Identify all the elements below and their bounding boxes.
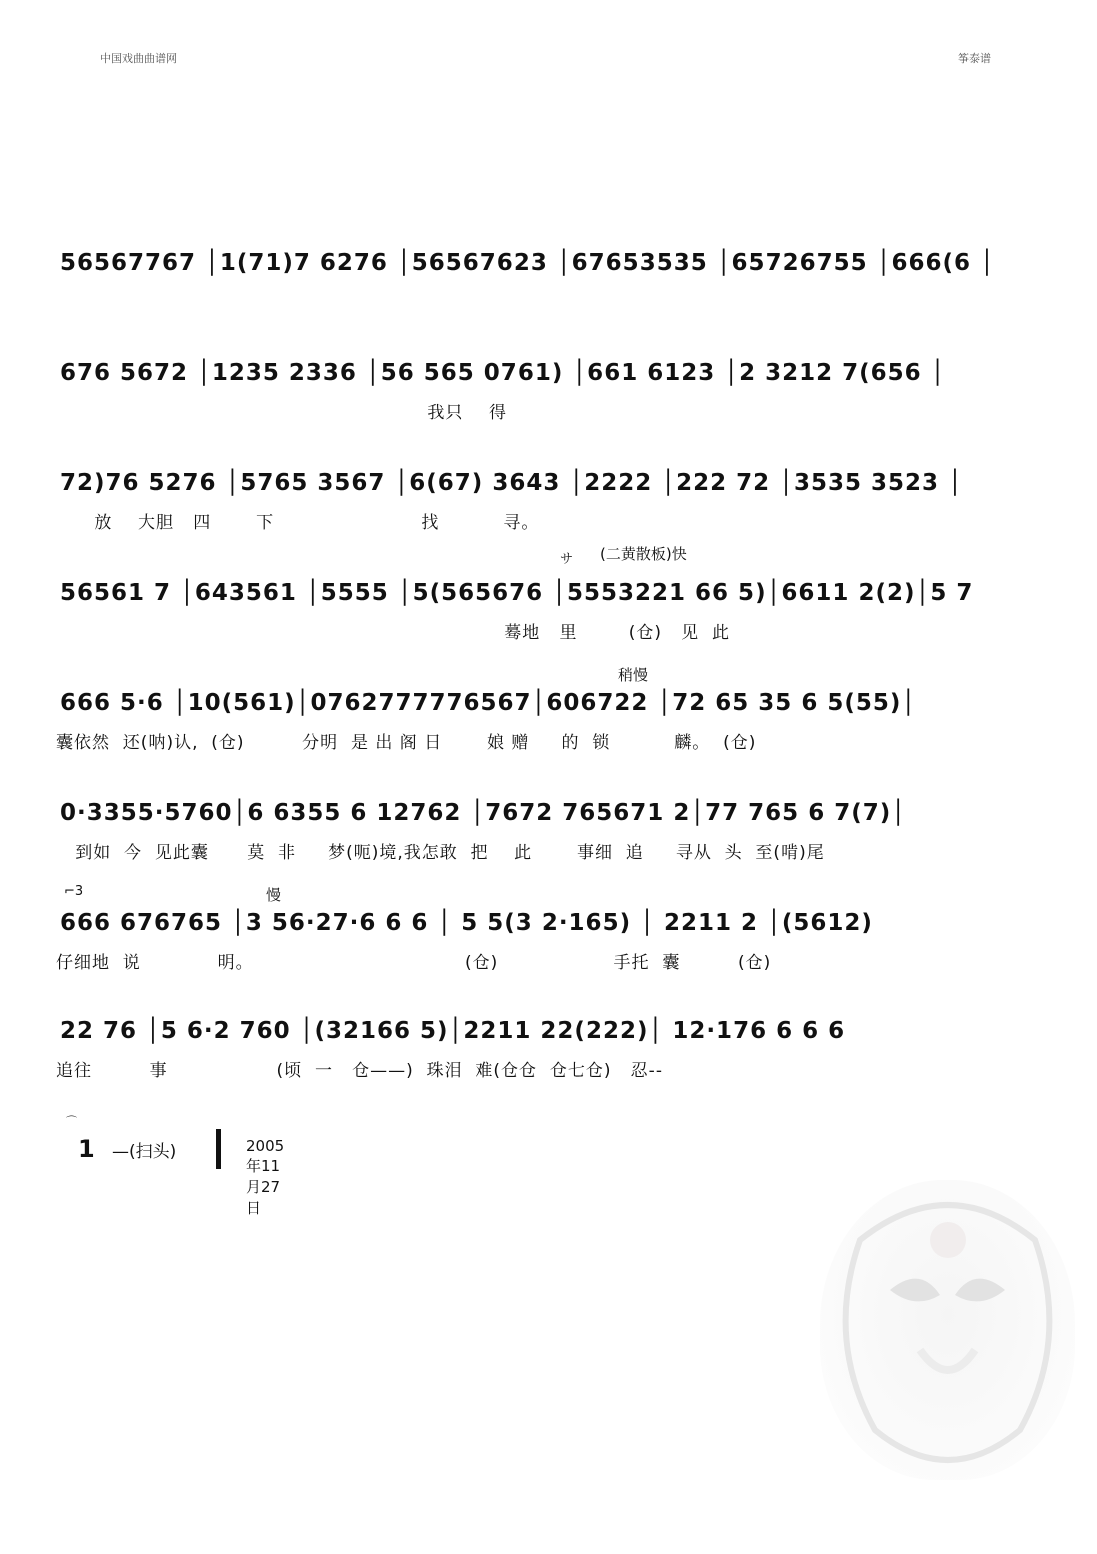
- lyrics-text: 蓦地 里 (仓) 见 此: [56, 623, 730, 643]
- ending-text: —(扫头): [112, 1142, 177, 1162]
- tempo-marking-shaoman: 稍慢: [618, 666, 649, 684]
- tempo-marking-man: 慢: [266, 886, 282, 904]
- opera-mask-watermark-icon: [820, 1180, 1075, 1480]
- lyrics-text: 我只 得: [56, 403, 508, 423]
- notation-text: 666 5·6 │10(561)│0762777776567│606722 │72 65 35 6 5(55)│: [60, 690, 917, 716]
- lyrics-text: 囊依然 还(呐)认, (仓) 分明 是 出 阁 日 娘 赠 的 锁 麟。 (仓): [56, 733, 757, 753]
- notation-text: 72)76 5276 │5765 3567 │6(67) 3643 │2222 │222 72 │3535 3523 │: [60, 470, 963, 496]
- notation-text: 56567767 │1(71)7 6276 │56567623 │67653535 │65726755 │666(6 │: [60, 250, 995, 276]
- tempo-marking-erhuang: (二黄散板)快: [600, 545, 687, 563]
- lyrics-text: 到如 今 见此囊 莫 非 梦(呃)境,我怎敢 把 此 事细 追 寻从 头 至(啃)尾: [56, 843, 825, 863]
- triplet-mark: ⌐3: [64, 884, 84, 899]
- notation-text: 22 76 │5 6·2 760 │(32166 5)│2211 22(222)│ 12·176 6 6 6: [60, 1018, 846, 1044]
- fermata-icon: ⌒: [66, 1115, 77, 1128]
- notation-text: 666 676765 │3 56·27·6 6 6 │ 5 5(3 2·165) │ 2211 2 │(5612): [60, 910, 873, 936]
- lyrics-text: 追往 事 (顷 一 仓——) 珠泪 难(仓仓 仓七仓) 忍--: [56, 1061, 663, 1081]
- notation-text: 56561 7 │643561 │5555 │5(565676 │5553221 66 5)│6611 2(2)│5 7: [60, 580, 974, 606]
- transcriber-name: 筝泰谱: [958, 52, 991, 65]
- notation-text: 676 5672 │1235 2336 │56 565 0761) │661 6123 │2 3212 7(656 │: [60, 360, 946, 386]
- lyrics-text: 放 大胆 四 下 找 寻。: [56, 513, 540, 533]
- final-note: 1: [78, 1135, 95, 1163]
- free-tempo-mark: サ: [560, 552, 574, 567]
- date: 2005年11月27日: [246, 1137, 285, 1217]
- notation-text: 0·3355·5760│6 6355 6 12762 │7672 765671 2│77 765 6 7(7)│: [60, 800, 907, 826]
- final-barline: [216, 1129, 221, 1169]
- site-name: 中国戏曲曲谱网: [100, 52, 177, 65]
- lyrics-text: 仔细地 说 明。 (仓) 手托 囊 (仓): [56, 953, 772, 973]
